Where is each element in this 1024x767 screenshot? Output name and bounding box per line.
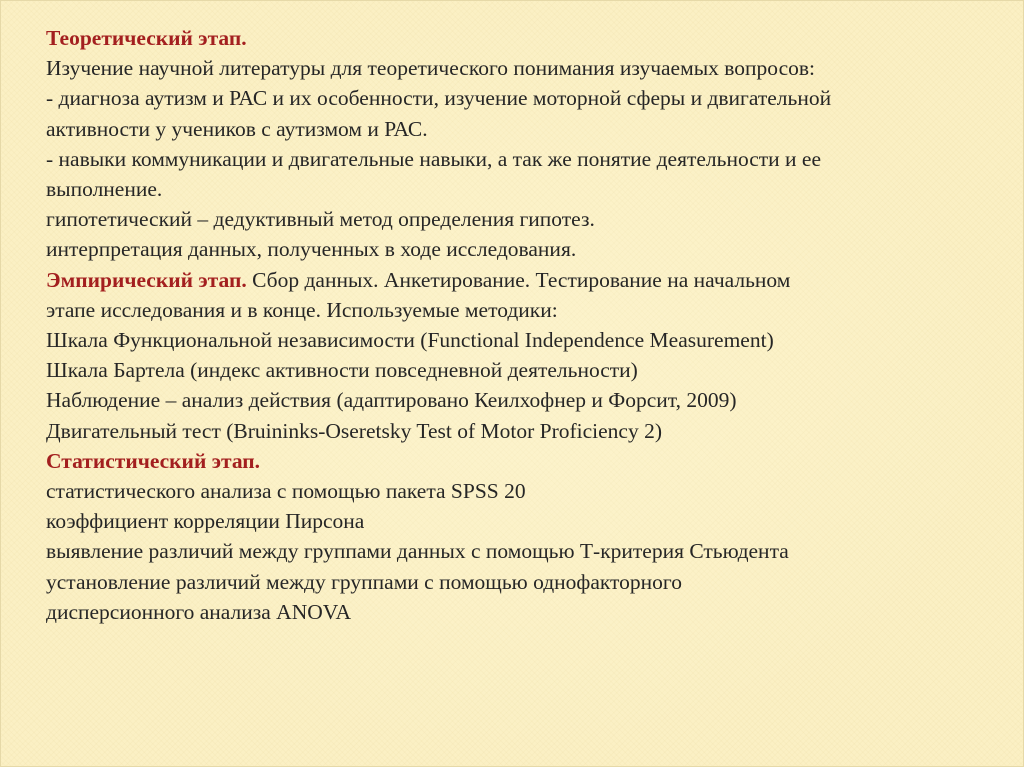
theoretical-item-2-line-2: выполнение.: [46, 177, 163, 202]
theoretical-item-2-line-1: - навыки коммуникации и двигательные навыки, а так же понятие деятельности и ее: [46, 146, 822, 171]
statistical-stage-heading: Статистический этап.: [46, 448, 261, 473]
statistical-item-4-line-2: дисперсионного анализа ANOVA: [46, 599, 352, 624]
empirical-line-1: [46, 265, 996, 295]
empirical-text-1: Сбор данных. Анкетирование. Тестирование на начальном: [246, 267, 791, 292]
statistical-item-3: выявление различий между группами данных с помощью Т-критерия Стьюдента: [46, 539, 789, 564]
empirical-stage-heading: Эмпирический этап.: [46, 267, 247, 292]
empirical-method-1: Шкала Функциональной независимости (Functional Independence Measurement): [46, 328, 774, 353]
empirical-text-2: этапе исследования и в конце. Используемые методики:: [46, 297, 558, 322]
statistical-item-2: коэффициент корреляции Пирсона: [46, 509, 365, 534]
slide-content: [46, 23, 996, 627]
theoretical-intro: Изучение научной литературы для теоретического понимания изучаемых вопросов:: [46, 56, 815, 81]
statistical-item-4-line-1: установление различий между группами с помощью однофакторного: [46, 569, 682, 594]
hypothetical-method-line: гипотетический – дедуктивный метод определения гипотез.: [46, 207, 595, 232]
theoretical-item-1-line-1: - диагноза аутизм и РАС и их особенности, изучение моторной сферы и двигательной: [46, 86, 832, 111]
interpretation-line: интерпретация данных, полученных в ходе исследования.: [46, 237, 577, 262]
statistical-item-1: статистического анализа с помощью пакета SPSS 20: [46, 479, 526, 504]
empirical-method-2: Шкала Бартела (индекс активности повседневной деятельности): [46, 358, 638, 383]
theoretical-item-1-line-2: активности у учеников с аутизмом и РАС.: [46, 116, 428, 141]
theoretical-stage-heading: Теоретический этап.: [46, 26, 247, 50]
empirical-method-3: Наблюдение – анализ действия (адаптировано Кеилхофнер и Форсит, 2009): [46, 388, 737, 413]
empirical-method-4: Двигательный тест (Bruininks-Oseretsky Test of Motor Proficiency 2): [46, 418, 663, 443]
